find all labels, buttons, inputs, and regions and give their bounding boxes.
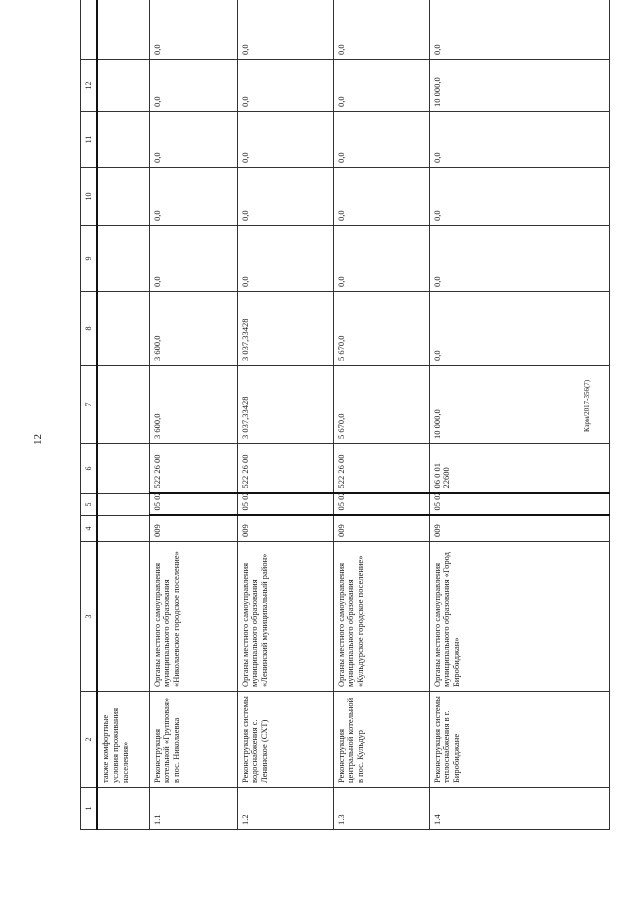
code-cell: 522 26 00 xyxy=(237,444,333,494)
row-number: 1.4 xyxy=(429,788,609,830)
organization: Органы местного самоуправления муниципального образования «Ленинский муниципальный район» xyxy=(237,542,333,692)
code-cell: 05 02 xyxy=(429,494,609,516)
table-cell xyxy=(97,226,149,292)
code-cell: 05 02 xyxy=(237,494,333,516)
amount-cell: 0,0 xyxy=(149,226,237,292)
amount-cell: 0,0 xyxy=(429,292,609,366)
code-cell: 522 26 00 xyxy=(149,444,237,494)
code-cell: 009 xyxy=(333,516,429,542)
amount-cell: 0,0 xyxy=(237,112,333,168)
organization: Органы местного самоуправления муниципального образования «Николаевское городское поселение» xyxy=(149,542,237,692)
column-number-row xyxy=(81,0,98,830)
table-cell xyxy=(97,542,149,692)
table-cell xyxy=(97,444,149,494)
code-cell: 06 0 01 22600 xyxy=(429,444,609,494)
header-cell: 5 xyxy=(81,494,98,516)
header-cell: 8 xyxy=(81,292,98,366)
code-cell: 05 02 xyxy=(333,494,429,516)
amount-cell: 0,0 xyxy=(429,112,609,168)
project-name: Реконструкция системы теплоснабжения в г. Биробиджане xyxy=(429,692,609,788)
header-cell: 4 xyxy=(81,516,98,542)
table-cell xyxy=(97,516,149,542)
project-name: Реконструкция центральной котельной в пос. Кульдур xyxy=(333,692,429,788)
rotated-table-container xyxy=(80,30,608,830)
amount-cell: 3 037,33428 xyxy=(237,366,333,444)
code-cell: 009 xyxy=(149,516,237,542)
amount-cell: 0,0 xyxy=(237,60,333,112)
amount-cell: 0,0 xyxy=(429,226,609,292)
table-cell xyxy=(97,292,149,366)
project-name: Реконструкция котельной «Групповая» в пос. Николаевка xyxy=(149,692,237,788)
header-cell: 6 xyxy=(81,444,98,494)
budget-table xyxy=(80,0,610,830)
amount-cell: 0,0 xyxy=(237,168,333,226)
continuation-row xyxy=(97,0,149,830)
table-cell xyxy=(97,168,149,226)
amount-cell: 0,0 xyxy=(333,0,429,60)
table-cell xyxy=(97,366,149,444)
document-code: Кзрм/2017-356(7) xyxy=(583,379,591,432)
amount-cell: 5 670,0 xyxy=(333,292,429,366)
amount-cell: 3 600,0 xyxy=(149,366,237,444)
page-number: 12 xyxy=(32,434,44,445)
code-cell: 009 xyxy=(429,516,609,542)
row-number: 1.2 xyxy=(237,788,333,830)
header-cell: 9 xyxy=(81,226,98,292)
amount-cell: 0,0 xyxy=(237,0,333,60)
code-cell: 522 26 00 xyxy=(333,444,429,494)
amount-cell: 0,0 xyxy=(429,168,609,226)
header-cell: 11 xyxy=(81,112,98,168)
table-cell xyxy=(97,494,149,516)
table-row xyxy=(237,0,333,830)
table-row xyxy=(333,0,429,830)
row-number: 1.3 xyxy=(333,788,429,830)
row-number: 1.1 xyxy=(149,788,237,830)
continuation-text: также комфортные условия проживания населения» xyxy=(97,692,149,788)
amount-cell: 0,0 xyxy=(149,168,237,226)
table-cell xyxy=(97,0,149,60)
amount-cell: 0,0 xyxy=(429,0,609,60)
amount-cell: 0,0 xyxy=(149,112,237,168)
header-cell: 2 xyxy=(81,692,98,788)
amount-cell: 5 670,0 xyxy=(333,366,429,444)
header-cell xyxy=(81,0,98,60)
amount-cell: 0,0 xyxy=(237,226,333,292)
header-cell: 7 xyxy=(81,366,98,444)
organization: Органы местного самоуправления муниципального образования «Кульдурское городское поселение» xyxy=(333,542,429,692)
amount-cell: 3 600,0 xyxy=(149,292,237,366)
table-cell xyxy=(97,788,149,830)
code-cell: 05 02 xyxy=(149,494,237,516)
header-cell: 12 xyxy=(81,60,98,112)
header-cell: 3 xyxy=(81,542,98,692)
amount-cell: 0,0 xyxy=(149,0,237,60)
amount-cell: 0,0 xyxy=(333,226,429,292)
header-cell: 1 xyxy=(81,788,98,830)
table-cell xyxy=(97,60,149,112)
table-cell xyxy=(97,112,149,168)
header-cell: 10 xyxy=(81,168,98,226)
amount-cell: 0,0 xyxy=(333,112,429,168)
amount-cell: 3 037,33428 xyxy=(237,292,333,366)
amount-cell: 0,0 xyxy=(149,60,237,112)
amount-cell: 10 000,0 xyxy=(429,60,609,112)
table-row xyxy=(149,0,237,830)
code-cell: 009 xyxy=(237,516,333,542)
amount-cell: 10 000,0 xyxy=(429,366,609,444)
amount-cell: 0,0 xyxy=(333,168,429,226)
amount-cell: 0,0 xyxy=(333,60,429,112)
organization: Органы местного самоуправления муниципального образования «Город Биробиджан» xyxy=(429,542,609,692)
project-name: Реконструкция системы водоснабжения с. Ленинское (СХТ) xyxy=(237,692,333,788)
